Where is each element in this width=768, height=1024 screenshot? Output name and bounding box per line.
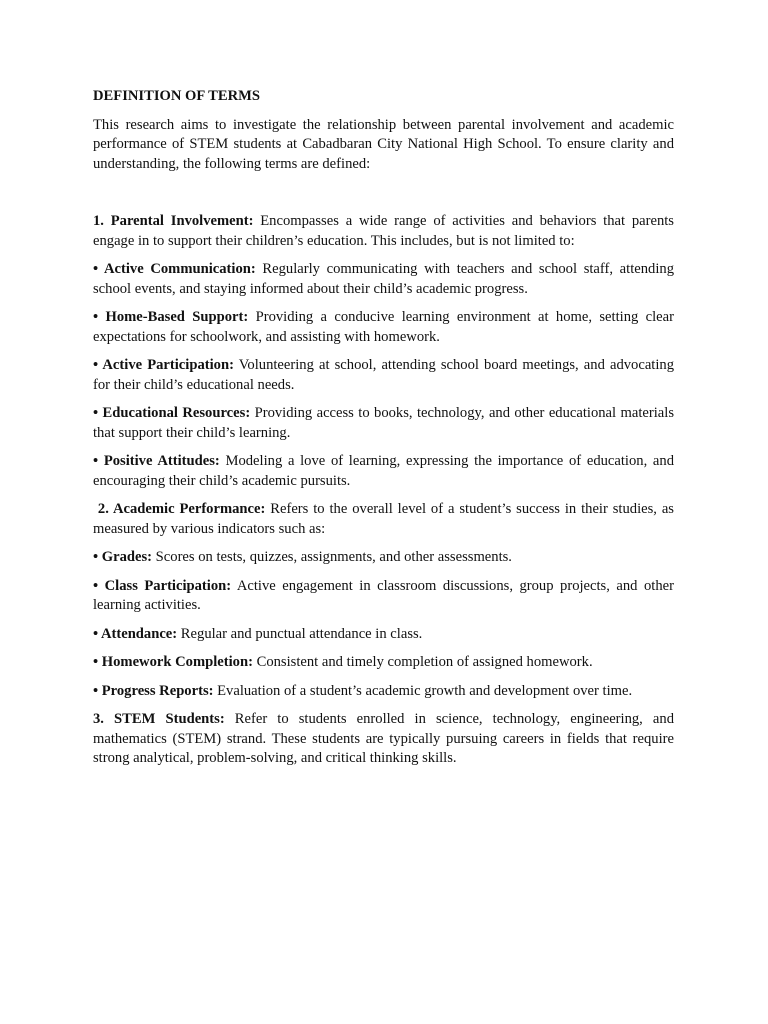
term-text: Modeling a love of learning, expressing the importance of education, and encouraging their child’s academic pursuits. (93, 453, 674, 489)
term-text: Refers to the overall level of a student’s success in their studies, as measured by various indicators such as: (93, 501, 674, 537)
term-text: Active engagement in classroom discussions, group projects, and other learning activities. (93, 577, 674, 613)
term-text: Evaluation of a student’s academic growth and development over time. (213, 682, 633, 699)
term-label: • Home-Based Support: (93, 309, 249, 325)
bullet-active-communication (93, 260, 674, 299)
term-label: • Attendance: (93, 625, 178, 642)
page-title: DEFINITION OF TERMS (93, 88, 261, 104)
term-label: • Class Participation: (93, 577, 232, 594)
term-text: Scores on tests, quizzes, assignments, and other assessments. (152, 549, 512, 565)
term-text: Providing access to books, technology, and other educational materials that support their child’s learning. (93, 405, 674, 441)
term-parental-involvement (93, 212, 674, 251)
term-label: 2. Academic Performance: (93, 501, 266, 517)
term-academic-performance (93, 500, 674, 539)
bullet-class-participation (93, 577, 674, 616)
bullet-active-participation (93, 356, 674, 395)
term-text: Volunteering at school, attending school board meetings, and advocating for their child’s educational needs. (93, 357, 674, 393)
term-label: • Grades: (93, 549, 153, 565)
intro-paragraph: This research aims to investigate the relationship between parental involvement and academic performance of STEM students at Cabadbaran City National High School. To ensure clarity and understanding, the following terms are defined: (93, 116, 674, 172)
term-label: • Homework Completion: (93, 654, 253, 670)
term-text: Consistent and timely completion of assigned homework. (252, 654, 593, 670)
bullet-homework-completion (93, 653, 674, 673)
term-label: 1. Parental Involvement: (93, 213, 254, 229)
bullet-attendance (93, 625, 674, 645)
term-label: 3. STEM Students: (93, 711, 225, 727)
term-text: Providing a conducive learning environment at home, setting clear expectations for schoolwork, and assisting with homework. (93, 309, 674, 345)
term-text: Regular and punctual attendance in class. (177, 625, 423, 642)
term-label: • Active Participation: (93, 357, 234, 373)
bullet-positive-attitudes (93, 452, 674, 491)
bullet-educational-resources (93, 404, 674, 443)
term-label: • Positive Attitudes: (93, 453, 220, 469)
bullet-grades (93, 548, 674, 568)
bullet-home-based-support (93, 308, 674, 347)
term-label: • Active Communication: (93, 261, 256, 277)
bullet-progress-reports (93, 682, 674, 702)
document-page (93, 87, 674, 778)
term-label: • Progress Reports: (93, 682, 214, 699)
term-text: Encompasses a wide range of activities and behaviors that parents engage in to support their children’s education. This includes, but is not limited to: (93, 213, 674, 249)
term-text: Regularly communicating with teachers and school staff, attending school events, and staying informed about their child’s academic progress. (93, 261, 674, 297)
term-stem-students (93, 710, 674, 769)
term-label: • Educational Resources: (93, 405, 251, 421)
term-text: Refer to students enrolled in science, technology, engineering, and mathematics (STEM) strand. These students are typically pursuing careers in fields that require strong analytical, problem-solving, and critical thinking skills. (93, 711, 674, 766)
